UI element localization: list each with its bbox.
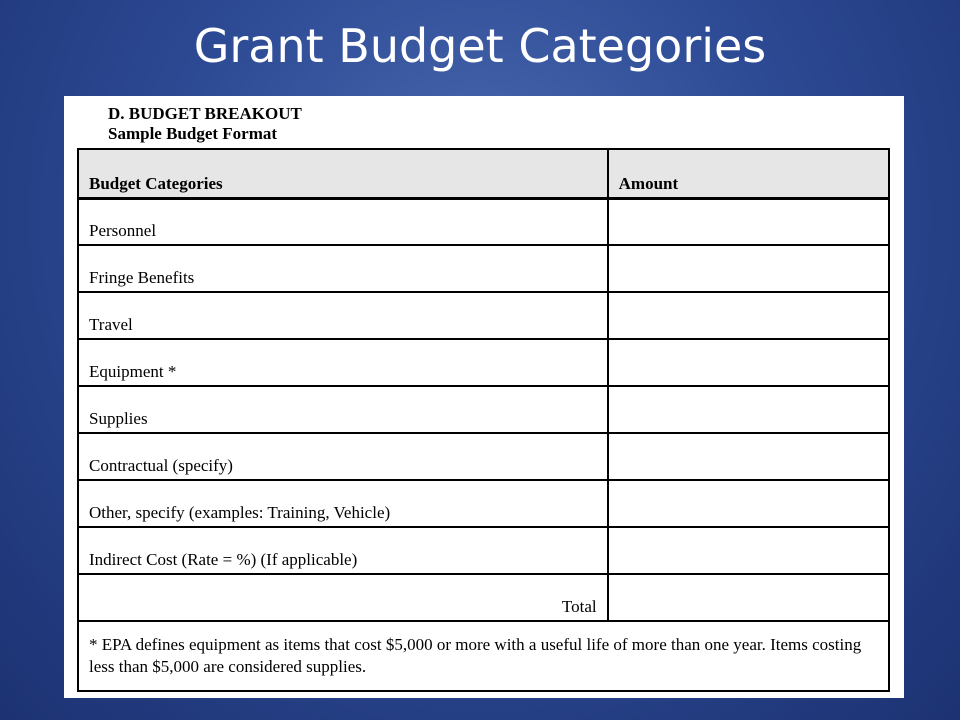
amount-cell [608,245,889,292]
amount-cell [608,292,889,339]
category-cell: Personnel [78,198,608,245]
header-budget-categories: Budget Categories [78,149,608,198]
header-amount: Amount [608,149,889,198]
amount-cell [608,386,889,433]
category-cell: Other, specify (examples: Training, Vehicle) [78,480,608,527]
amount-cell [608,339,889,386]
category-cell: Indirect Cost (Rate = %) (If applicable) [78,527,608,574]
table-row [78,198,889,245]
budget-document [64,96,904,698]
amount-cell [608,527,889,574]
total-amount-cell [608,574,889,621]
section-title: D. BUDGET BREAKOUT [108,104,302,123]
category-cell: Supplies [78,386,608,433]
category-cell: Travel [78,292,608,339]
category-cell: Contractual (specify) [78,433,608,480]
document-heading [108,104,302,144]
table-header-row [78,149,889,198]
category-cell: Fringe Benefits [78,245,608,292]
budget-table [77,148,890,692]
slide-title: Grant Budget Categories [193,19,767,73]
table-row [78,245,889,292]
table-row [78,527,889,574]
table-row [78,292,889,339]
amount-cell [608,198,889,245]
table-row [78,339,889,386]
table-row [78,433,889,480]
table-row [78,480,889,527]
table-row [78,386,889,433]
total-label: Total [78,574,608,621]
amount-cell [608,480,889,527]
footnote-row [78,621,889,691]
equipment-footnote: * EPA defines equipment as items that cost $5,000 or more with a useful life of more than one year. Items costing less than $5,000 are considered supplies. [78,621,889,691]
amount-cell [608,433,889,480]
category-cell: Equipment * [78,339,608,386]
section-subtitle: Sample Budget Format [108,124,278,143]
total-row [78,574,889,621]
